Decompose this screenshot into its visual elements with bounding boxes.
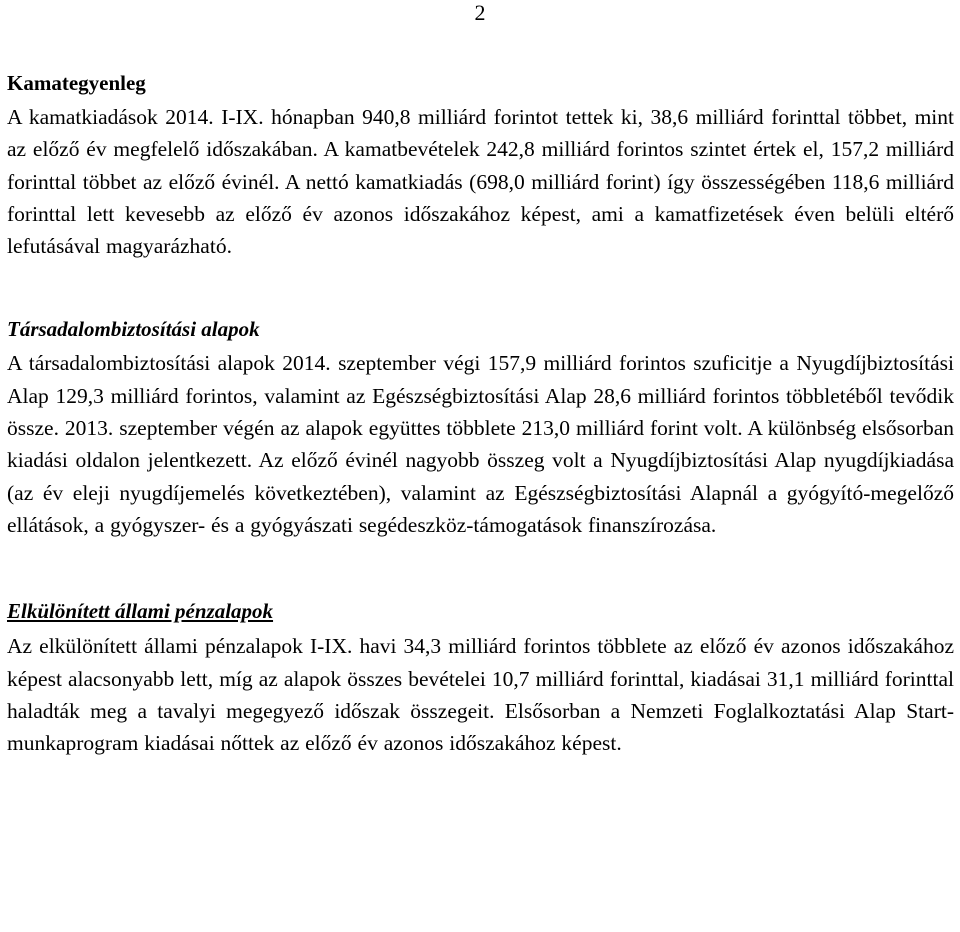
section-title-elkulonitett-allami-penzalapok: Elkülönített állami pénzalapok	[7, 599, 274, 624]
section-spacer	[7, 541, 954, 595]
section-paragraph-tarsadalombiztositasi-alapok: A társadalombiztosítási alapok 2014. szeptember végi 157,9 milliárd forintos szuficitje a Nyugdíjbiztosítási Alap 129,3 milliárd forintos, valamint az Egészségbiztosítási Alap 28,6 milliárd forintos többletéből tevődik össze. 2013. szeptember végén az alapok együttes többlete 213,0 milliárd forint volt. A különbség elsősorban kiadási oldalon jelentkezett. Az előző évinél nagyobb összeg volt a Nyugdíjbiztosítási Alap nyugdíjkiadása (az év eleji nyugdíjemelés következtében), valamint az Egészségbiztosítási Alapnál a gyógyító-megelőző ellátások, a gyógyszer- és a gyógyászati segédeszköz-támogatások finanszírozása.	[7, 351, 954, 537]
section-paragraph-elkulonitett-allami-penzalapok: Az elkülönített állami pénzalapok I-IX. havi 34,3 milliárd forintos többlete az előző év azonos időszakához képest alacsonyabb lett, míg az alapok összes bevételei 10,7 milliárd forinttal, kiadásai 31,1 milliárd forinttal haladták meg a tavalyi megegyező időszak összegeit. Elsősorban a Nemzeti Foglalkoztatási Alap Start-munkaprogram kiadásai nőttek az előző év azonos időszakához képest.	[7, 634, 954, 756]
document-body	[7, 67, 954, 759]
section-paragraph-kamategyenleg: A kamatkiadások 2014. I-IX. hónapban 940,8 milliárd forintot tettek ki, 38,6 milliárd forinttal többet, mint az előző év megfelelő időszakában. A kamatbevételek 242,8 milliárd forintos szintet értek el, 157,2 milliárd forinttal többet az előző évinél. A nettó kamatkiadás (698,0 milliárd forint) így összességében 118,6 milliárd forinttal lett kevesebb az előző év azonos időszakához képest, ami a kamatfizetések éven belüli eltérő lefutásával magyarázható.	[7, 105, 954, 259]
section-spacer	[7, 262, 954, 313]
section-title-kamategyenleg: Kamategyenleg	[7, 71, 146, 95]
page-number: 2	[474, 0, 486, 25]
section-title-tarsadalombiztositasi-alapok: Társadalombiztosítási alapok	[7, 317, 260, 342]
